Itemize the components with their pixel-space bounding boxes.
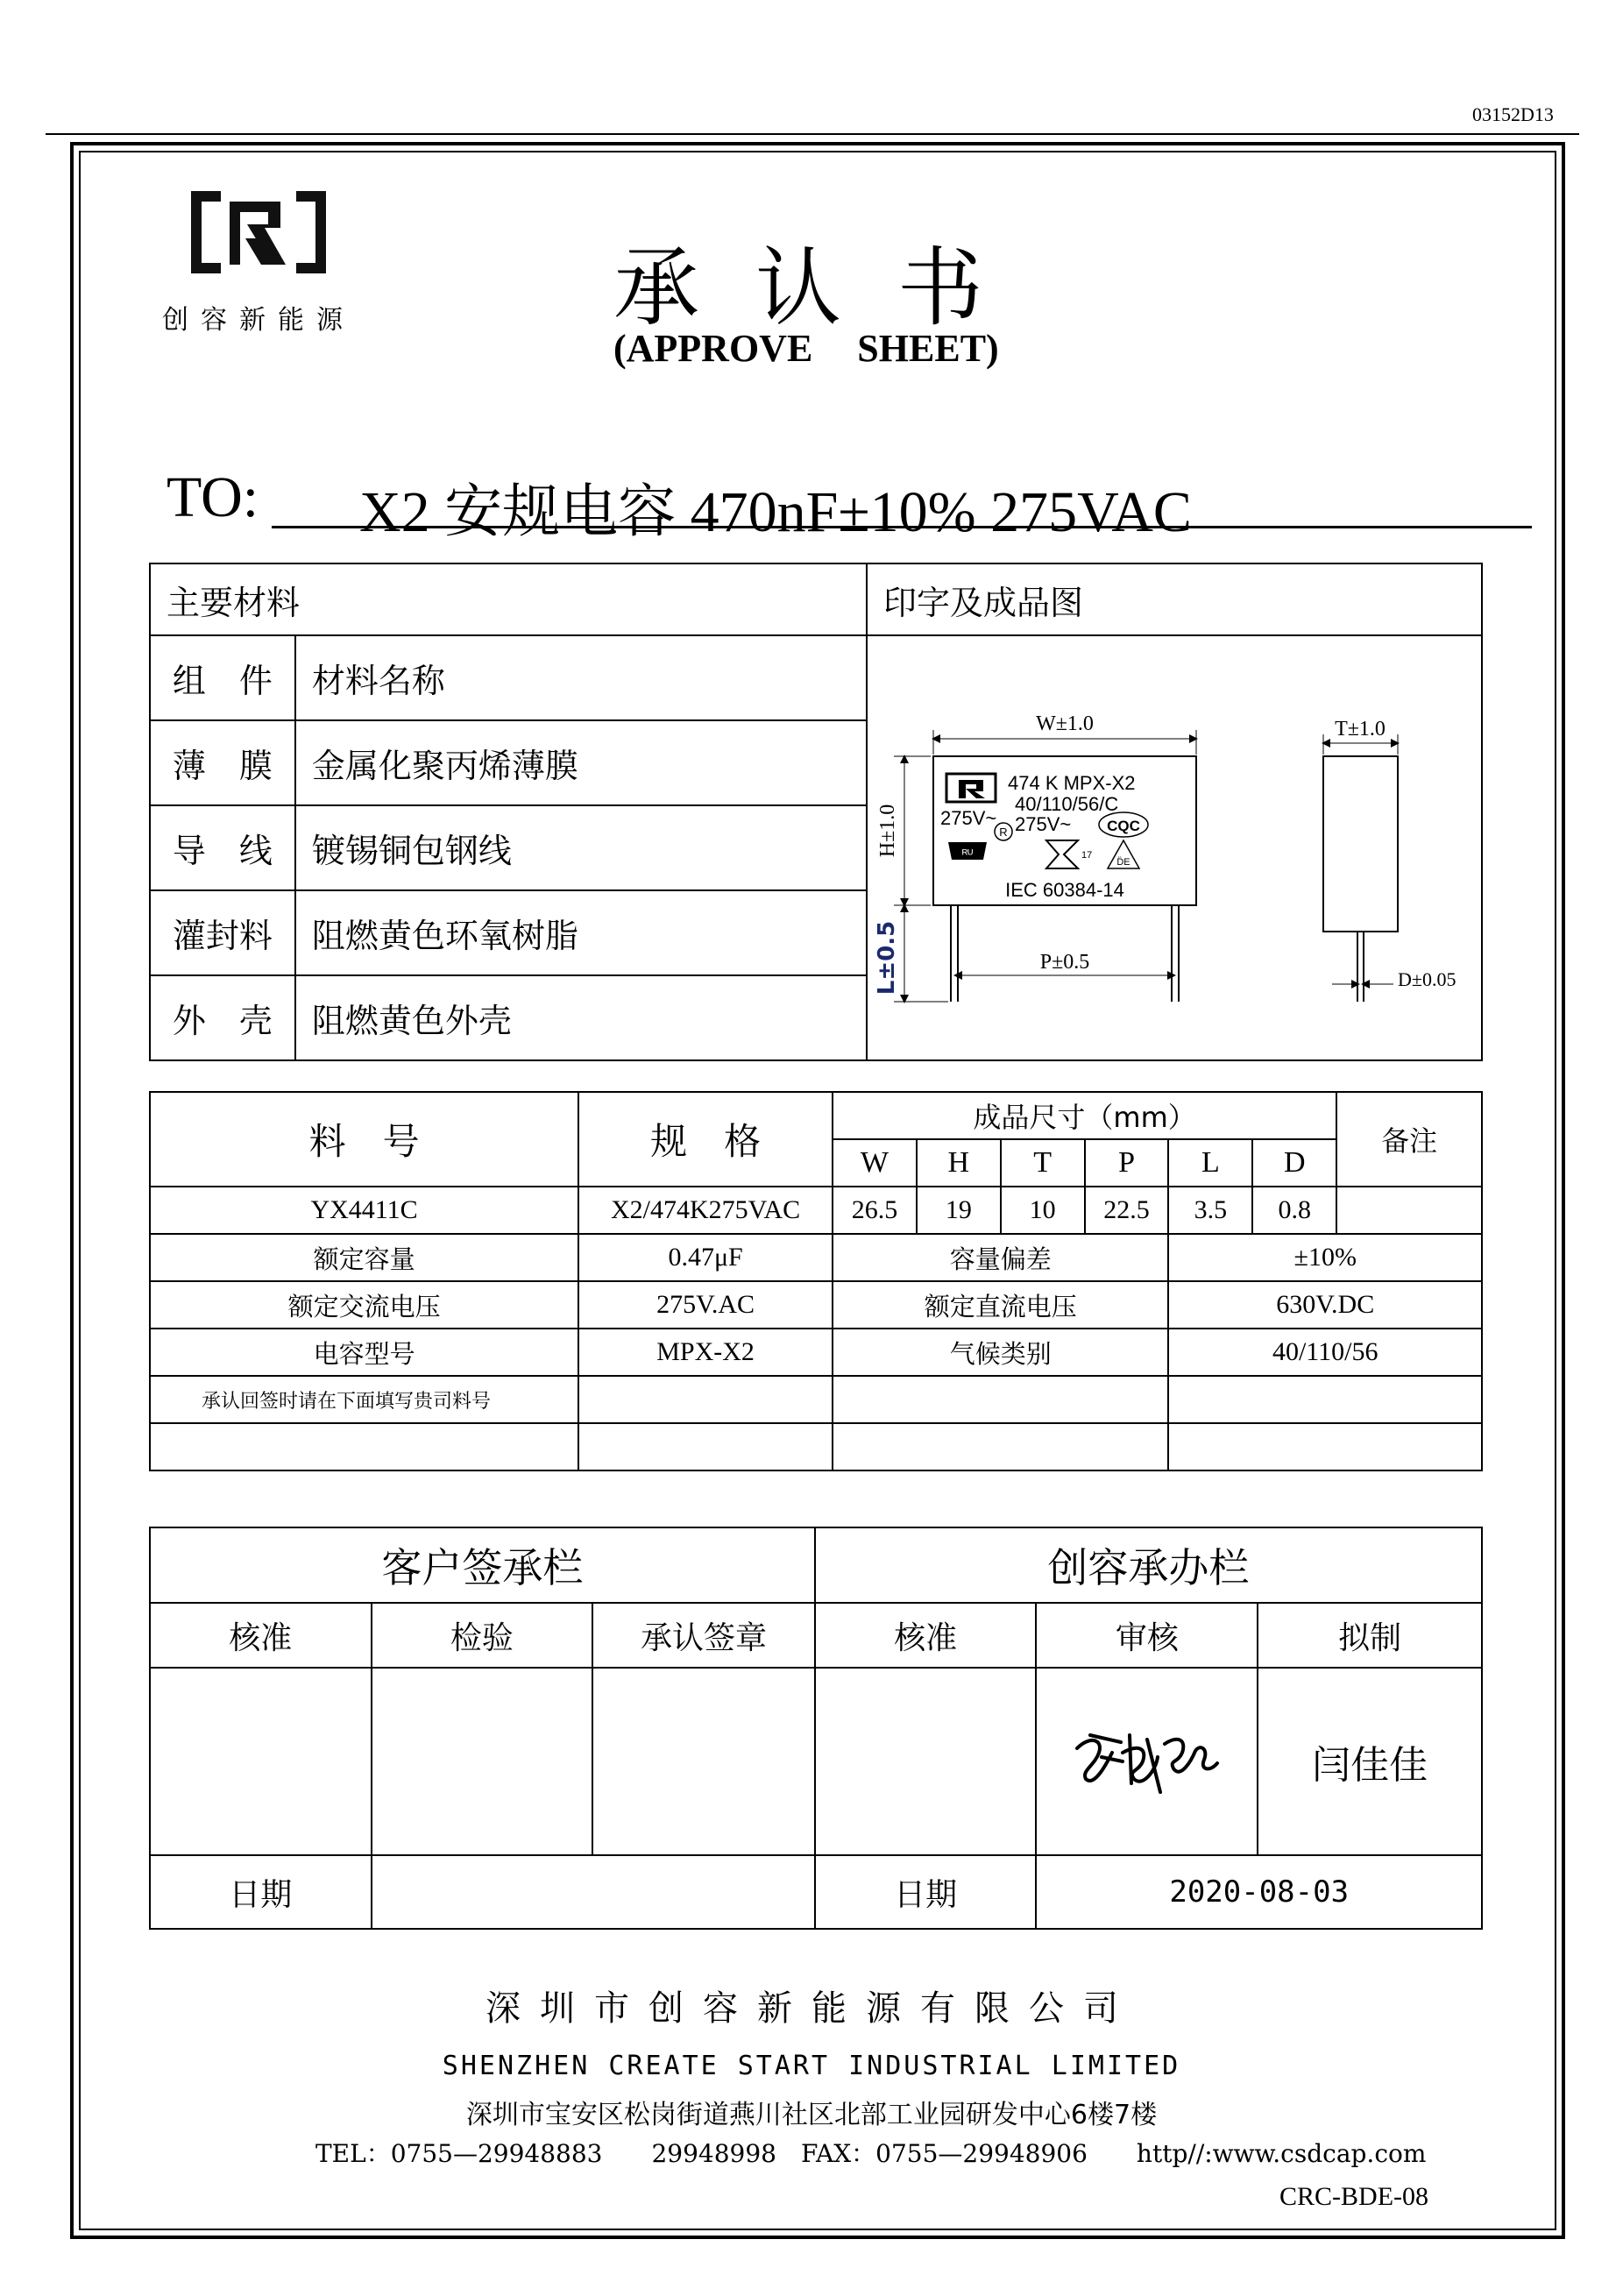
company-approve-sign-field[interactable] [815,1668,1037,1855]
climate-category-label: 气候类别 [833,1329,1168,1376]
document-code: 03152D13 [1472,103,1554,125]
model-value: MPX-X2 [578,1329,833,1376]
to-value: X2 安规电容 470nF±10% 275VAC [359,480,1192,544]
marking-line1: 474 K MPX-X2 [1008,772,1136,794]
material-part: 外 壳 [150,975,295,1060]
dim-t-label: T±1.0 [1335,718,1386,741]
remark-header: 备注 [1336,1092,1482,1187]
material-name: 金属化聚丙烯薄膜 [295,720,867,805]
rated-ac-voltage-label: 额定交流电压 [150,1281,578,1329]
reviewer-signature [1036,1668,1258,1855]
company-date-label: 日期 [815,1855,1037,1929]
customer-part-no-field[interactable] [150,1423,578,1470]
tolerance-label: 容量偏差 [833,1234,1168,1281]
customer-date-field[interactable] [372,1855,815,1929]
dim-value-h: 19 [917,1187,1001,1234]
company-date-value: 2020-08-03 [1036,1855,1482,1929]
marking-voltage-left: 275V~ [940,807,997,829]
material-name: 阻燃黄色环氧树脂 [295,890,867,975]
dim-value-p: 22.5 [1085,1187,1169,1234]
k-mark-icon [1046,840,1078,868]
footer-company-cn: 深圳市创容新能源有限公司 [485,1988,1138,2029]
svg-text:ᴿᵁ: ᴿᵁ [961,847,974,861]
material-part: 薄 膜 [150,720,295,805]
customer-seal-field[interactable] [592,1668,815,1855]
dim-header-h: H [917,1139,1001,1187]
dim-header-l: L [1168,1139,1252,1187]
customer-approve-sign-field[interactable] [150,1668,372,1855]
material-part: 导 线 [150,805,295,890]
materials-header: 主要材料 [150,563,867,635]
page-title: 承认书 [613,238,1040,338]
dim-h-label: H±1.0 [876,804,899,858]
remark-value [1336,1187,1482,1234]
dim-value-d: 0.8 [1252,1187,1336,1234]
svg-text:R: R [999,826,1008,839]
customer-part-no-field[interactable] [833,1423,1168,1470]
footer-address: 深圳市宝安区松岗街道燕川社区北部工业园研发中心6楼7楼 [465,2100,1158,2130]
col-review: 审核 [1036,1603,1258,1668]
material-part: 灌封料 [150,890,295,975]
col-seal: 承认签章 [592,1603,815,1668]
marking-line2: 40/110/56/C [1015,793,1119,815]
col-part-header: 组 件 [150,635,295,720]
rated-capacitance-label: 额定容量 [150,1234,578,1281]
product-diagram [868,660,1481,1028]
customer-inspect-sign-field[interactable] [372,1668,593,1855]
part-no-value: YX4411C [150,1187,578,1234]
logo-subtitle: 创容新能源 [162,305,355,336]
product-diagram-cell [867,635,1482,1060]
customer-sign-header: 客户签承栏 [150,1527,815,1603]
spec-header: 规 格 [578,1092,833,1187]
dim-header-p: P [1085,1139,1169,1187]
dim-header-d: D [1252,1139,1336,1187]
part-no-header: 料 号 [150,1092,578,1187]
customer-part-no-field[interactable] [578,1423,833,1470]
handwritten-signature [1060,1709,1235,1805]
rated-dc-voltage-value: 630V.DC [1168,1281,1482,1329]
svg-text:CQC: CQC [1107,818,1140,834]
marking-iec: IEC 60384-14 [1005,879,1124,901]
to-underline [272,526,1532,528]
footer-contact: TEL：0755—29948883 29948998 FAX：0755—29948906 http//:www.csdcap.com [315,2139,1427,2168]
form-code: CRC-BDE-08 [1279,2182,1429,2211]
svg-text:D̈E: D̈E [1116,857,1130,868]
customer-part-no-field[interactable] [833,1376,1168,1423]
customer-part-no-field[interactable] [578,1376,833,1423]
model-label: 电容型号 [150,1329,578,1376]
customer-part-no-field[interactable] [1168,1423,1482,1470]
page-subtitle: (APPROVE SHEET) [613,327,999,370]
col-draft: 拟制 [1258,1603,1482,1668]
dim-d-label: D±0.05 [1398,968,1456,990]
drafter-name: 闫佳佳 [1258,1668,1482,1855]
dim-header-w: W [833,1139,917,1187]
dim-value-t: 10 [1001,1187,1085,1234]
col-approve: 核准 [150,1603,372,1668]
to-label: TO: [167,465,259,529]
tolerance-value: ±10% [1168,1234,1482,1281]
size-header: 成品尺寸（mm） [833,1092,1336,1139]
climate-category-value: 40/110/56 [1168,1329,1482,1376]
col-inspect: 检验 [372,1603,593,1668]
top-rule [46,133,1579,135]
spec-value: X2/474K275VAC [578,1187,833,1234]
dim-l-label: L±0.5 [874,920,900,996]
dim-w-label: W±1.0 [1036,712,1094,735]
material-name: 阻燃黄色外壳 [295,975,867,1060]
company-sign-header: 创容承办栏 [815,1527,1482,1603]
materials-table [149,563,1483,1061]
material-name: 镀锡铜包钢线 [295,805,867,890]
col-material-header: 材料名称 [295,635,867,720]
customer-date-label: 日期 [150,1855,372,1929]
rated-ac-voltage-value: 275V.AC [578,1281,833,1329]
marking-line3: 275V~ [1015,813,1072,835]
dim-value-l: 3.5 [1168,1187,1252,1234]
spec-table [149,1091,1483,1471]
footer-company-en: SHENZHEN CREATE START INDUSTRIAL LIMITED [442,2051,1181,2081]
customer-part-no-note: 承认回签时请在下面填写贵司料号 [150,1376,578,1423]
company-logo [184,184,333,280]
signature-table [149,1527,1483,1930]
col-approve: 核准 [815,1603,1037,1668]
rated-capacitance-value: 0.47μF [578,1234,833,1281]
rated-dc-voltage-label: 额定直流电压 [833,1281,1168,1329]
customer-part-no-field[interactable] [1168,1376,1482,1423]
dim-header-t: T [1001,1139,1085,1187]
dim-p-label: P±0.5 [1039,951,1090,974]
dim-value-w: 26.5 [833,1187,917,1234]
svg-text:17: 17 [1081,850,1093,861]
diagram-header: 印字及成品图 [867,563,1482,635]
capacitor-side-view [1323,756,1398,932]
